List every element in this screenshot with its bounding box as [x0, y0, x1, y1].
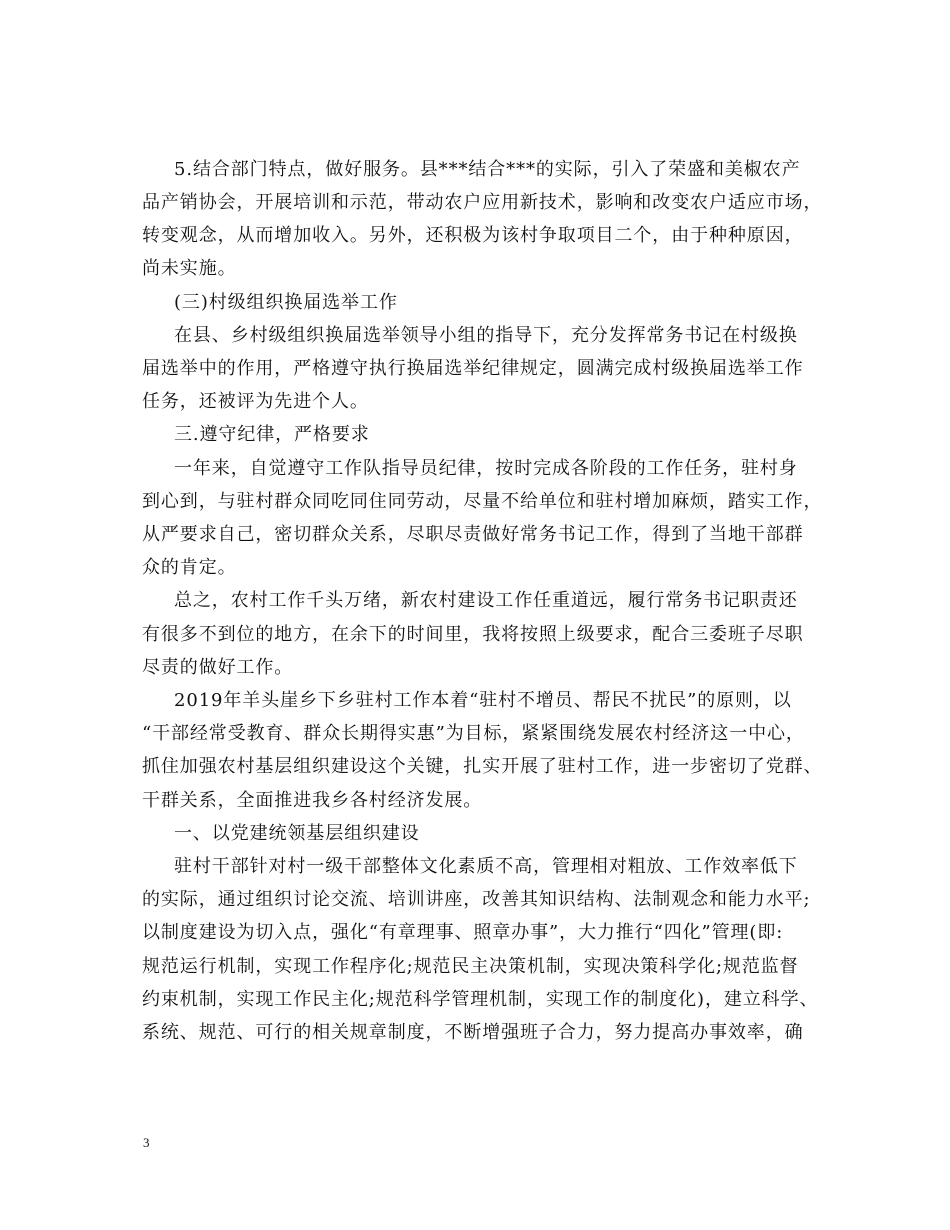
text-line: 品产销协会，开展培训和示范，带动农户应用新技术，影响和改变农户适应市场， [142, 192, 823, 213]
text-line: 在县、乡村级组织换届选举领导小组的指导下，充分发挥常务书记在村级换 [174, 325, 798, 346]
section-heading: 三.遵守纪律，严格要求 [174, 424, 370, 445]
text-line: 约束机制，实现工作民主化;规范科学管理机制，实现工作的制度化)，建立科学、 [142, 989, 819, 1010]
text-line: 5.结合部门特点，做好服务。县***结合***的实际，引入了荣盛和美椒农产 [174, 159, 801, 180]
text-line: 以制度建设为切入点，强化“有章理事、照章办事”，大力推行“四化”管理(即: [142, 922, 784, 943]
text-line: 到心到，与驻村群众同吃同住同劳动，尽量不给单位和驻村增加麻烦，踏实工作， [142, 491, 823, 512]
section-heading: (三)村级组织换届选举工作 [174, 292, 398, 313]
text-line: 众的肯定。 [142, 557, 237, 578]
text-line: 的实际，通过组织讨论交流、培训讲座，改善其知识结构、法制观念和能力水平; [142, 889, 811, 910]
text-line: 抓住加强农村基层组织建设这个关键，扎实开展了驻村工作，进一步密切了党群、 [142, 756, 823, 777]
text-line: “干部经常受教育、群众长期得实惠”为目标，紧紧围绕发展农村经济这一中心， [142, 723, 805, 744]
text-line: 从严要求自己，密切群众关系，尽职尽责做好常务书记工作，得到了当地干部群 [142, 524, 804, 545]
text-line: 尚未实施。 [142, 258, 237, 279]
text-line: 总之，农村工作千头万绪，新农村建设工作任重道远，履行常务书记职责还 [174, 590, 798, 611]
text-line: 规范运行机制，实现工作程序化;规范民主决策机制，实现决策科学化;规范监督 [142, 956, 799, 977]
text-line: 有很多不到位的地方，在余下的时间里，我将按照上级要求，配合三委班子尽职 [142, 624, 804, 645]
text-line: 尽责的做好工作。 [142, 657, 294, 678]
section-heading: 一、以党建统领基层组织建设 [174, 823, 420, 844]
text-line: 任务，还被评为先进个人。 [142, 391, 369, 412]
page-number: 3 [143, 1135, 150, 1150]
text-line: 届选举中的作用，严格遵守执行换届选举纪律规定，圆满完成村级换届选举工作 [142, 358, 804, 379]
text-line: 干群关系，全面推进我乡各村经济发展。 [142, 790, 483, 811]
text-line: 系统、规范、可行的相关规章制度，不断增强班子合力，努力提高办事效率，确 [142, 1022, 804, 1043]
text-line: 2019年羊头崖乡下乡驻村工作本着“驻村不增员、帮民不扰民”的原则，以 [174, 690, 792, 711]
text-line: 转变观念，从而增加收入。另外，还积极为该村争取项目二个，由于种种原因， [142, 225, 804, 246]
text-line: 驻村干部针对村一级干部整体文化素质不高，管理相对粗放、工作效率低下 [174, 856, 798, 877]
text-line: 一年来，自觉遵守工作队指导员纪律，按时完成各阶段的工作任务，驻村身 [174, 458, 798, 479]
